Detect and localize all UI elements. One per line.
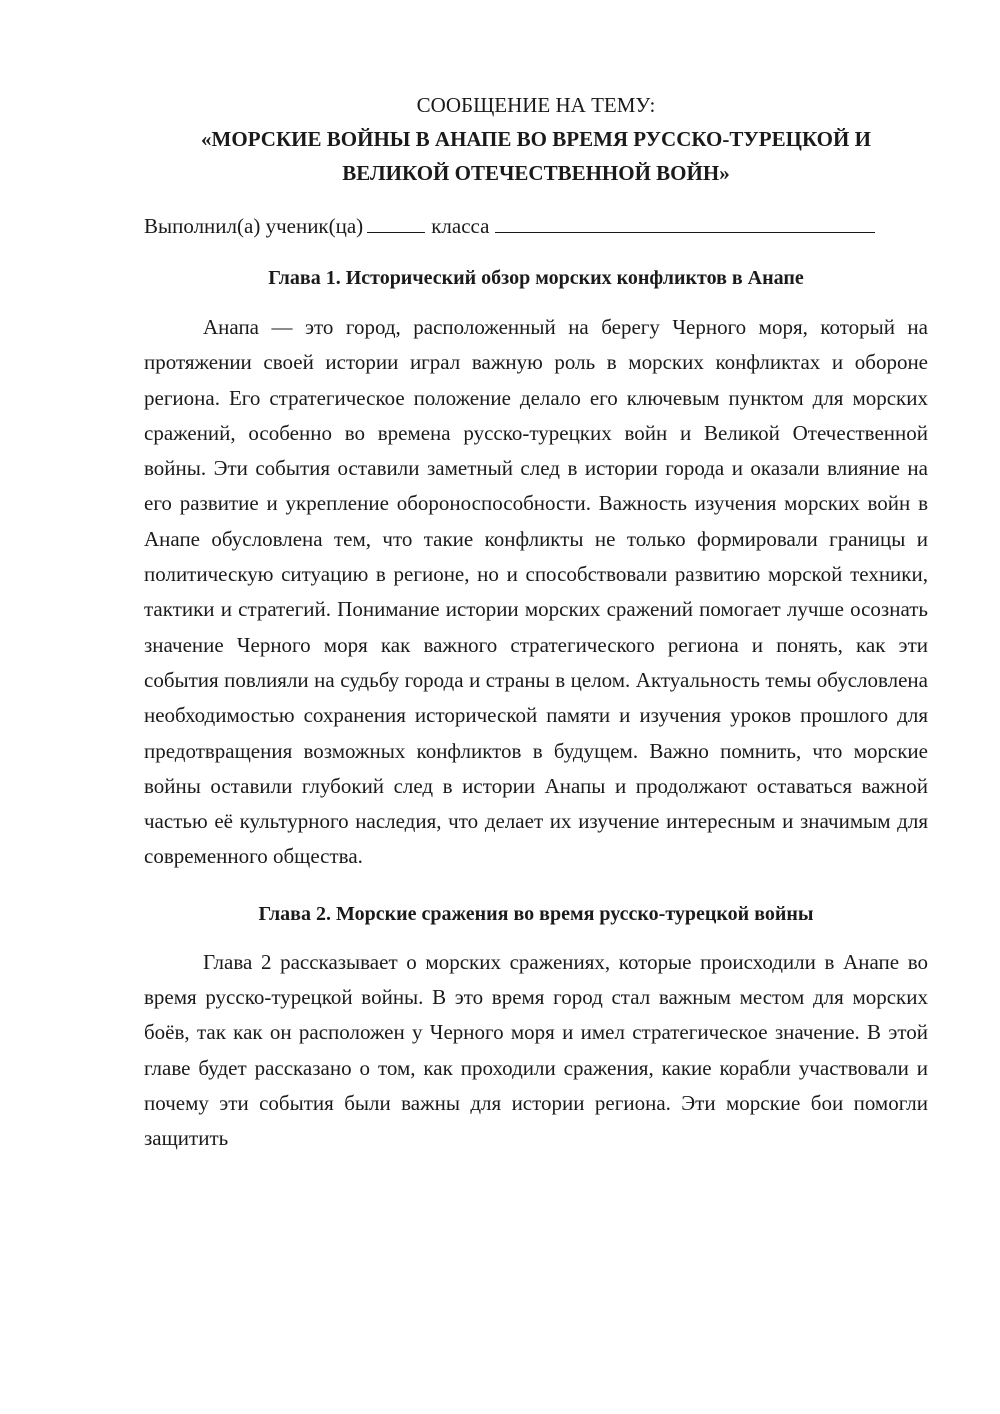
author-signature-line [144,209,928,243]
grade-blank [367,210,425,233]
chapter-1-heading: Глава 1. Исторический обзор морских конфликтов в Анапе [268,267,804,289]
author-label: Выполнил(а) ученик(ца) [144,214,364,238]
chapter-2-paragraph: Глава 2 рассказывает о морских сражениях, которые происходили в Анапе во время русско-турецкой войны. В это время город стал важным местом для морских боёв, так как он расположен у Черного моря и имел стратегическое значение. В этой главе будет рассказано о том, как проходили сражения, какие корабли участвовали и почему эти события были важны для истории региона. Эти морские бои помогли защитить [144,949,928,1151]
chapter-1-paragraph: Анапа — это город, расположенный на берегу Черного моря, который на протяжении своей истории играл важную роль в морских конфликтах и обороне региона. Его стратегическое положение делало его ключевым пунктом для морских сражений, особенно во времена русско-турецких войн и Великой Отечественной войны. Эти события оставили заметный след в истории города и оказали влияние на его развитие и укрепление обороноспособности. Важность изучения морских войн в Анапе обусловлена тем, что такие конфликты не только формировали границы и политическую ситуацию в регионе, но и способствовали развитию морской техники, тактики и стратегий. Понимание истории морских сражений помогает лучше осознать значение Черного моря как важного стратегического региона и понять, как эти события повлияли на судьбу города и страны в целом. Актуальность темы обусловлена необходимостью сохранения исторической памяти и изучения уроков прошлого для предотвращения возможных конфликтов в будущем. Важно помнить, что морские войны оставили глубокий след в истории Анапы и продолжают оставаться важной частью её культурного наследия, что делает их изучение интересным и значимым для современного общества. [144,315,928,869]
document-title-line-1: «МОРСКИЕ ВОЙНЫ В АНАПЕ ВО ВРЕМЯ РУССКО-ТУРЕЦКОЙ И [201,127,871,151]
class-label: класса [431,214,490,238]
document-header: СООБЩЕНИЕ НА ТЕМУ: [416,93,656,117]
chapter-2-heading: Глава 2. Морские сражения во время русско-турецкой войны [258,902,814,925]
name-blank [495,210,875,233]
document-page [144,88,928,1157]
document-title-line-2: ВЕЛИКОЙ ОТЕЧЕСТВЕННОЙ ВОЙН» [342,161,730,185]
